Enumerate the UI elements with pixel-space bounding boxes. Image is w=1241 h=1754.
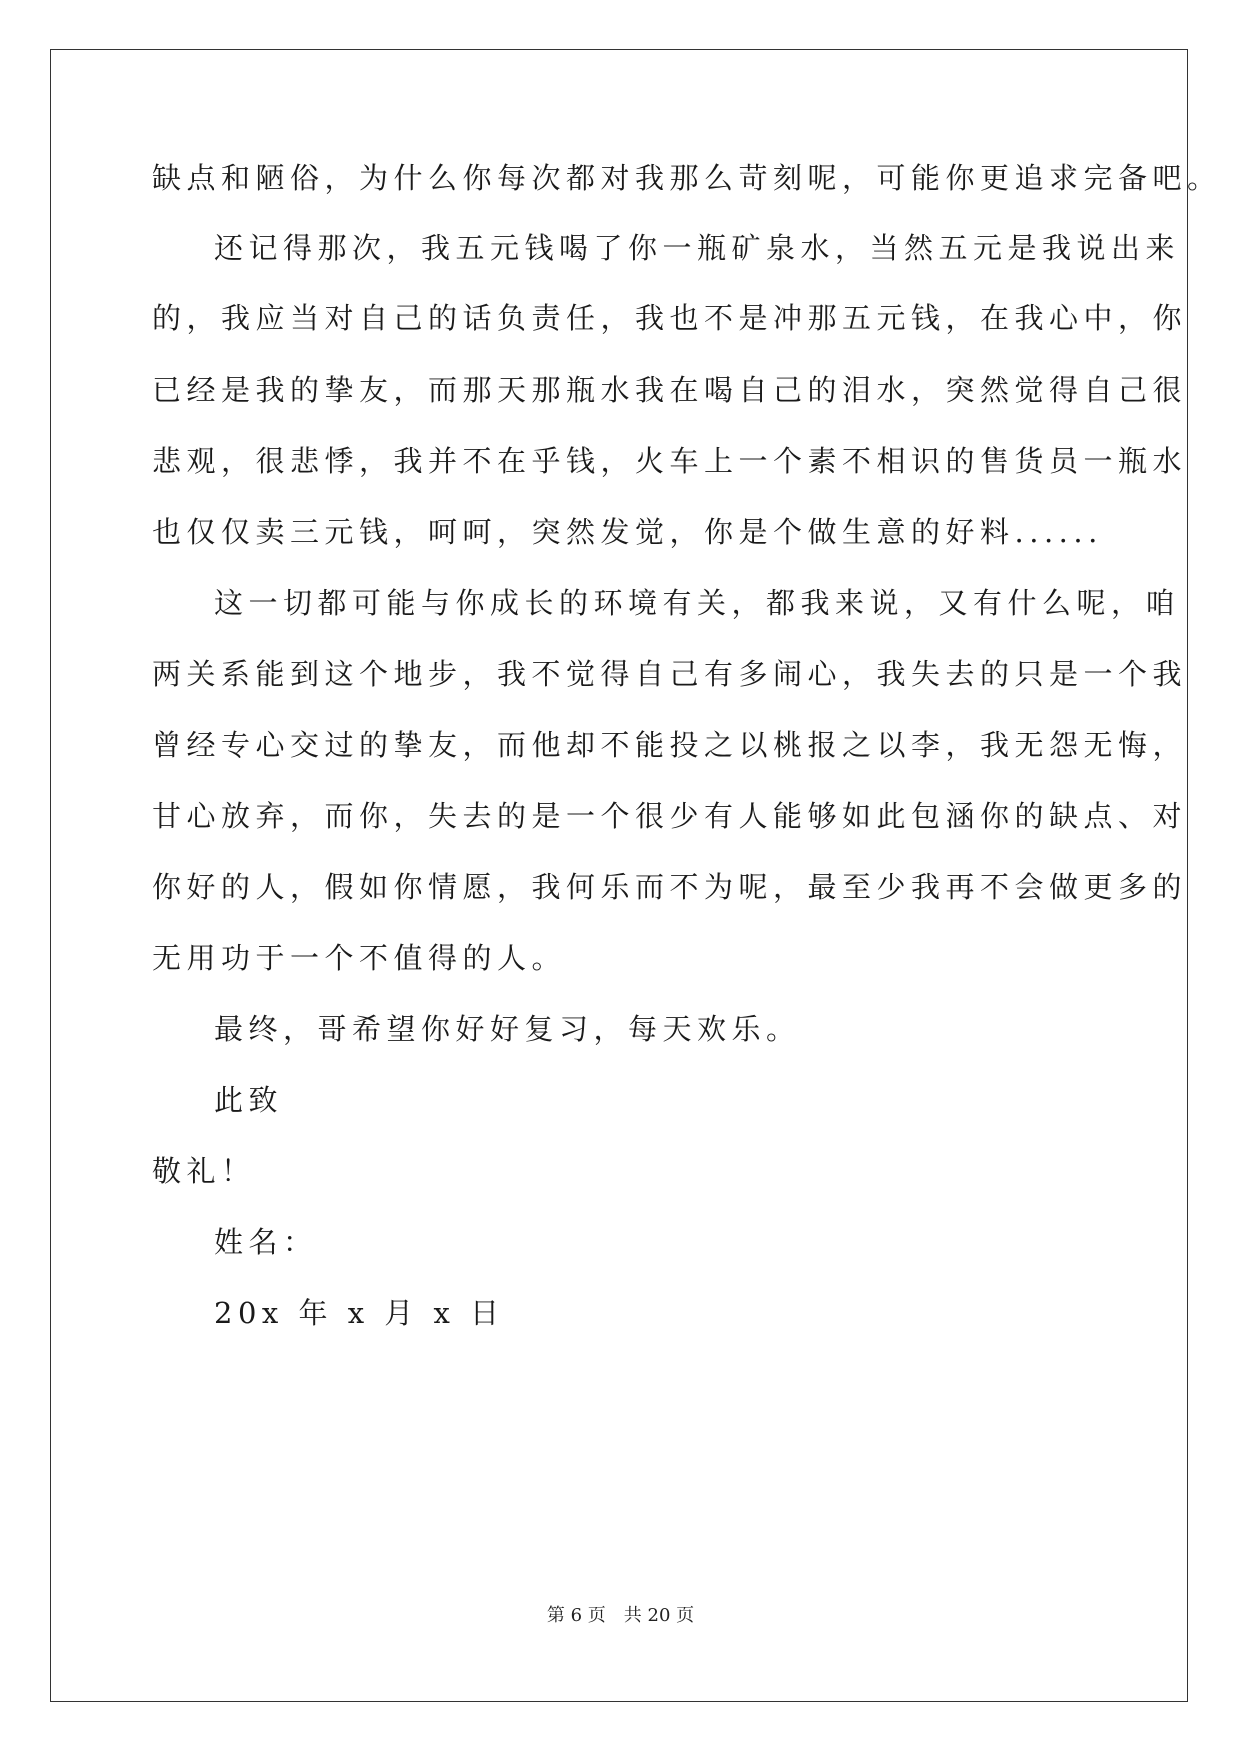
paragraph-start-line: 这一切都可能与你成长的环境有关，都我来说，又有什么呢，咱: [214, 586, 1181, 620]
closing-wish: 最终，哥希望你好好复习，每天欢乐。: [214, 1012, 801, 1046]
body-line: 甘心放弃，而你，失去的是一个很少有人能够如此包涵你的缺点、对: [152, 799, 1188, 833]
page-number: 第 6 页: [546, 1605, 606, 1626]
body-line: 也仅仅卖三元钱，呵呵，突然发觉，你是个做生意的好料......: [152, 515, 1103, 549]
body-line: 悲观，很悲悸，我并不在乎钱，火车上一个素不相识的售货员一瓶水: [152, 444, 1188, 478]
body-line: 已经是我的挚友，而那天那瓶水我在喝自己的泪水，突然觉得自己很: [152, 373, 1188, 407]
signature-date: 20x 年 x 月 x 日: [214, 1296, 505, 1330]
body-line: 你好的人，假如你情愿，我何乐而不为呢，最至少我再不会做更多的: [152, 870, 1188, 904]
body-line: 两关系能到这个地步，我不觉得自己有多闹心，我失去的只是一个我: [152, 657, 1188, 691]
paragraph-start-line: 还记得那次，我五元钱喝了你一瓶矿泉水，当然五元是我说出来: [214, 231, 1181, 265]
body-line: 无用功于一个不值得的人。: [152, 941, 567, 975]
total-pages: 共 20 页: [623, 1605, 695, 1626]
page-footer: [0, 1604, 1241, 1628]
signature-name: 姓名：: [214, 1225, 318, 1259]
salutation-jingli: 敬礼！: [152, 1154, 256, 1188]
body-line: 的，我应当对自己的话负责任，我也不是冲那五元钱，在我心中，你: [152, 301, 1188, 335]
body-line: 缺点和陋俗，为什么你每次都对我那么苛刻呢，可能你更追求完备吧。: [152, 161, 1222, 195]
body-line: 曾经专心交过的挚友，而他却不能投之以桃报之以李，我无怨无悔，: [152, 728, 1188, 762]
salutation-cizhi: 此致: [214, 1083, 284, 1117]
